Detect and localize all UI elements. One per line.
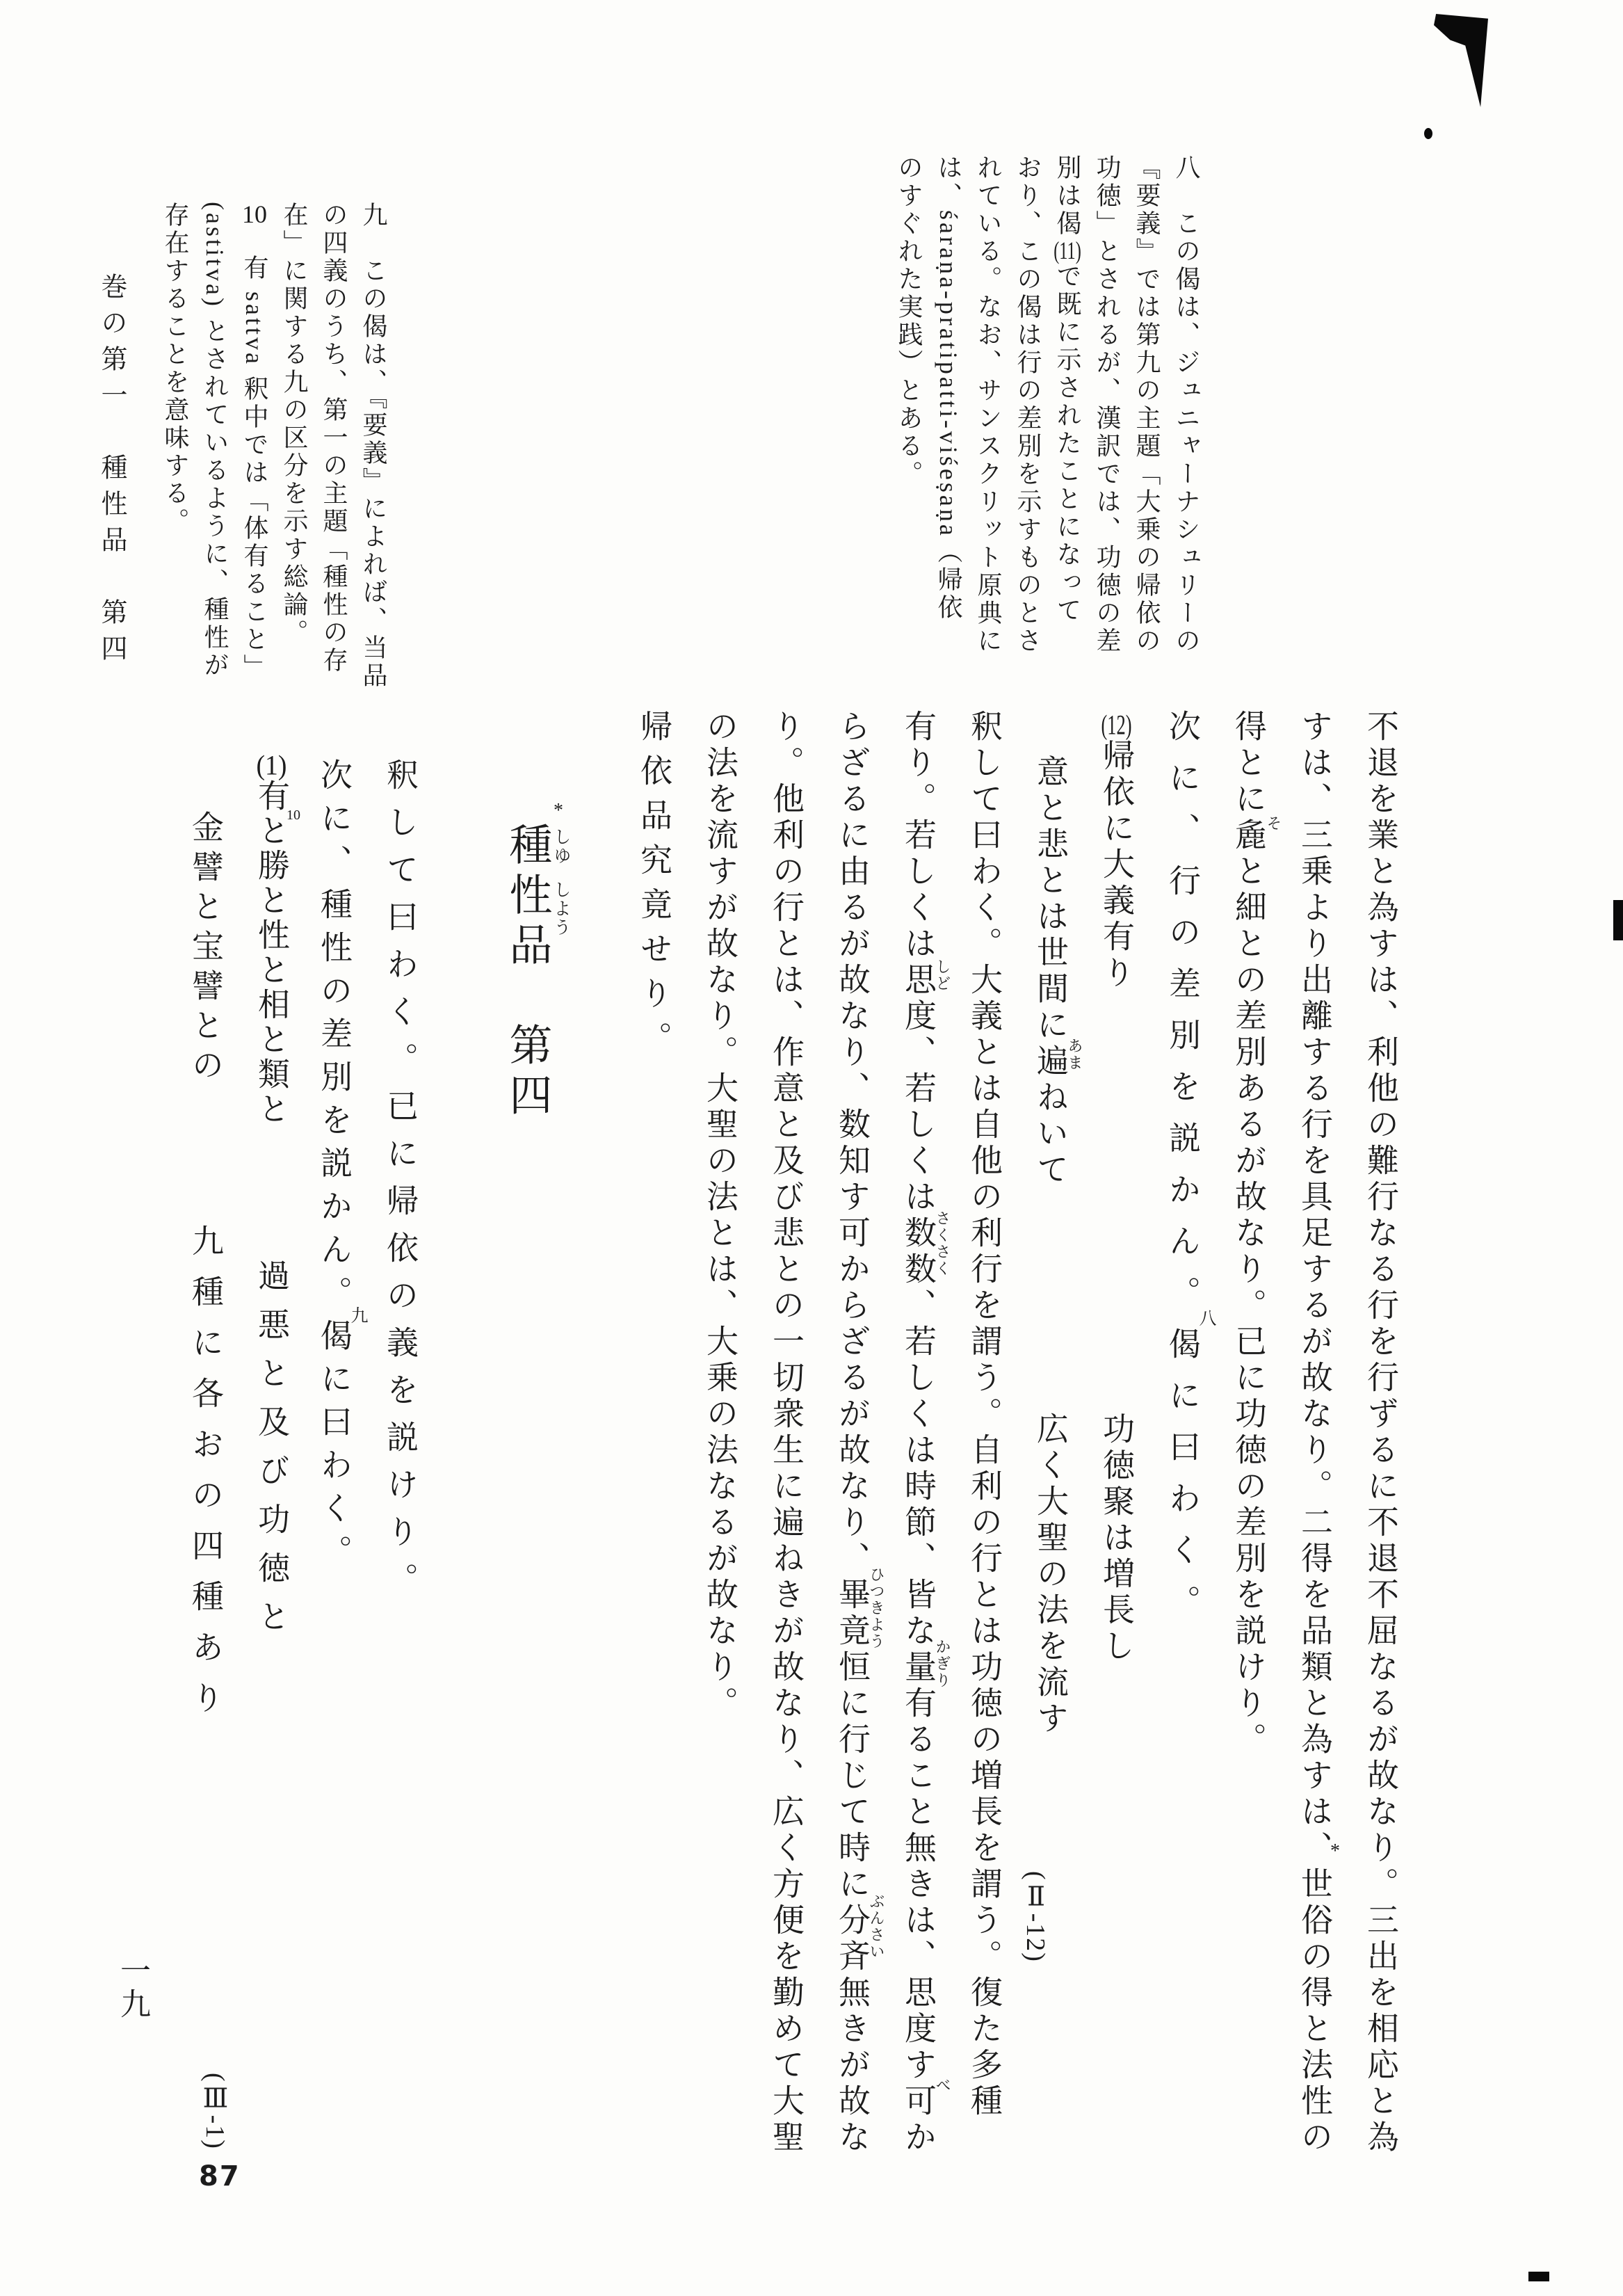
scan-artifact-right-edge xyxy=(1613,900,1623,940)
note-ref-10: 10 xyxy=(286,808,300,823)
furigana-hikkyo: ひつきよう xyxy=(868,1566,885,1650)
main-column-12-chapter-end: 帰依品究竟せり。 xyxy=(636,709,672,1066)
verse-1-reference: (Ⅲ-1) xyxy=(200,2073,229,2150)
main-column-14: 次に、種性の差別を説かん。偈に曰わく。 xyxy=(316,758,352,1578)
main-column-1: 不退を業と為すは、利他の難行なる行を行ずるに不退不屈なるが故なり。三出を相応と為 xyxy=(1363,709,1398,2156)
furigana-shido: しど xyxy=(934,958,951,992)
scan-artifact-dot xyxy=(1424,128,1432,139)
scan-artifact-corner-wedge xyxy=(1434,14,1488,107)
main-column-2: すは、三乗より出離する行を具足するが故なり。二得を品類と為すは、世俗の得と法性の xyxy=(1297,709,1332,2156)
footnote-8-line-1: 八 この偈は、ジュニャーナシュリーの xyxy=(1172,154,1200,655)
furigana-sho: しよう xyxy=(551,881,570,937)
furigana-be: べ xyxy=(934,2077,951,2094)
furigana-bunsai: ぶんさい xyxy=(868,1893,885,1960)
footnote-9-line-3: 在」に関する九の区分を示す総論。 xyxy=(280,202,308,647)
footnote-8-line-5: おり、この偈は行の差別を示すものとさ xyxy=(1014,154,1042,655)
scan-artifact-bottom-edge xyxy=(1528,2272,1549,2281)
main-column-9: らざるに由るが故なり、数知す可からざるが故なり、畢竟恒に行じて時に分斉無きが故な xyxy=(834,709,870,2156)
verse-12-pada-3: 功徳聚は増長し xyxy=(1099,1412,1134,1665)
chapter-title: 種性品 第四 xyxy=(503,822,550,1123)
footnote-8-verse-number: (11) xyxy=(1053,238,1081,263)
verse-12-pada-2: 意と悲とは世間に遍ねいて xyxy=(1033,755,1068,1189)
footnote-8-line-4-post: で既に示されたことになって xyxy=(1053,263,1081,625)
footnote-8-line-2: 『要義』では第九の主題「大乗の帰依の xyxy=(1133,154,1161,655)
footnote-8-line-4-pre: 別は偈 xyxy=(1053,154,1081,238)
main-column-11: の法を流すが故なり。大聖の法とは、大乗の法なるが故なり。 xyxy=(702,709,738,1722)
verse-1-pada-2: 金譬と宝譬との xyxy=(188,810,223,1088)
main-column-7: 釈して曰わく。大義とは自他の利行を謂う。自利の行とは功徳の増長を謂う。復た多種 xyxy=(967,709,1002,2120)
footnote-8-line-6: れている。なお、サンスクリット原典に xyxy=(974,154,1002,655)
main-column-8: 有り。若しくは思度、若しくは数数、若しくは時節、皆な量有ること無きは、思度す可か xyxy=(901,709,936,2156)
verse-12-pada-1 xyxy=(1100,711,1132,992)
furigana-ama: あま xyxy=(1066,1038,1083,1071)
footnote-8-line-4 xyxy=(1055,154,1080,625)
furigana-sakusaku: さくさく xyxy=(934,1210,951,1277)
furigana-kagiri: かぎり xyxy=(934,1639,951,1689)
footnote-10-line-2: (astitva) とされているように、種性が xyxy=(201,202,229,680)
verse-12-pada-4: 広く大聖の法を流す xyxy=(1033,1412,1068,1737)
footnote-10-line-3: 存在することを意味する。 xyxy=(161,202,189,536)
running-head: 巻の第一 種性品 第四 xyxy=(97,273,126,671)
verse-12-pada-1-text: 帰依に大義有り xyxy=(1099,739,1134,992)
main-column-13: 釈して曰わく。已に帰依の義を説けり。 xyxy=(382,758,418,1609)
furigana-shu: しゆ xyxy=(551,828,570,865)
verse-1-pada-1-text: 有と勝と性と相と類と xyxy=(254,779,289,1127)
verse-12-number: (12) xyxy=(1101,711,1132,739)
footnote-8-line-3: 功徳」とされるが、漢訳では、功徳の差 xyxy=(1093,154,1121,655)
note-ref-asterisk-title: * xyxy=(554,800,563,821)
verse-1-number: (1) xyxy=(256,751,287,779)
verse-1-pada-3: 過悪と及び功徳と xyxy=(254,1259,289,1648)
footnote-8-line-7-sanskrit: は、śaraṇa-pratipatti-viśeṣaṇa（帰依 xyxy=(935,154,962,622)
furigana-so: そ xyxy=(1265,815,1282,832)
footnote-9-line-1: 九 この偈は、『要義』によれば、当品 xyxy=(360,202,387,690)
main-column-3: 得とに麁と細との差別あるが故なり。已に功徳の差別を説けり。 xyxy=(1231,709,1266,1758)
page-number-arabic: 87 xyxy=(199,2160,241,2192)
note-ref-8: 八 xyxy=(1197,1309,1216,1326)
footnote-10-line-1 xyxy=(242,202,267,682)
note-ref-9: 九 xyxy=(348,1306,367,1324)
main-column-10: り。他利の行とは、作意と及び悲との一切衆生に遍ねきが故なり、広く方便を勤めて大聖 xyxy=(768,709,804,2156)
verse-1-pada-1 xyxy=(255,751,287,1127)
verse-1-pada-4: 九種に各おの四種あり xyxy=(188,1224,223,1732)
footnote-10-line-1-text: 有 sattva 釈中では「体有ること」 xyxy=(241,227,268,682)
note-ref-asterisk-sezoku: * xyxy=(1330,1840,1340,1862)
footnote-10-number: 10 xyxy=(242,202,267,227)
verse-12-reference: (Ⅱ-12) xyxy=(1021,1871,1050,1963)
main-column-4: 次に、行の差別を説かん。偈に曰わく。 xyxy=(1165,709,1200,1636)
page-number-kanji: 一九 xyxy=(115,1954,150,2021)
footnote-8-line-8: のすぐれた実践）とある。 xyxy=(895,154,923,488)
footnote-9-line-2: の四義のうち、第一の主題「種性の存 xyxy=(320,202,348,675)
